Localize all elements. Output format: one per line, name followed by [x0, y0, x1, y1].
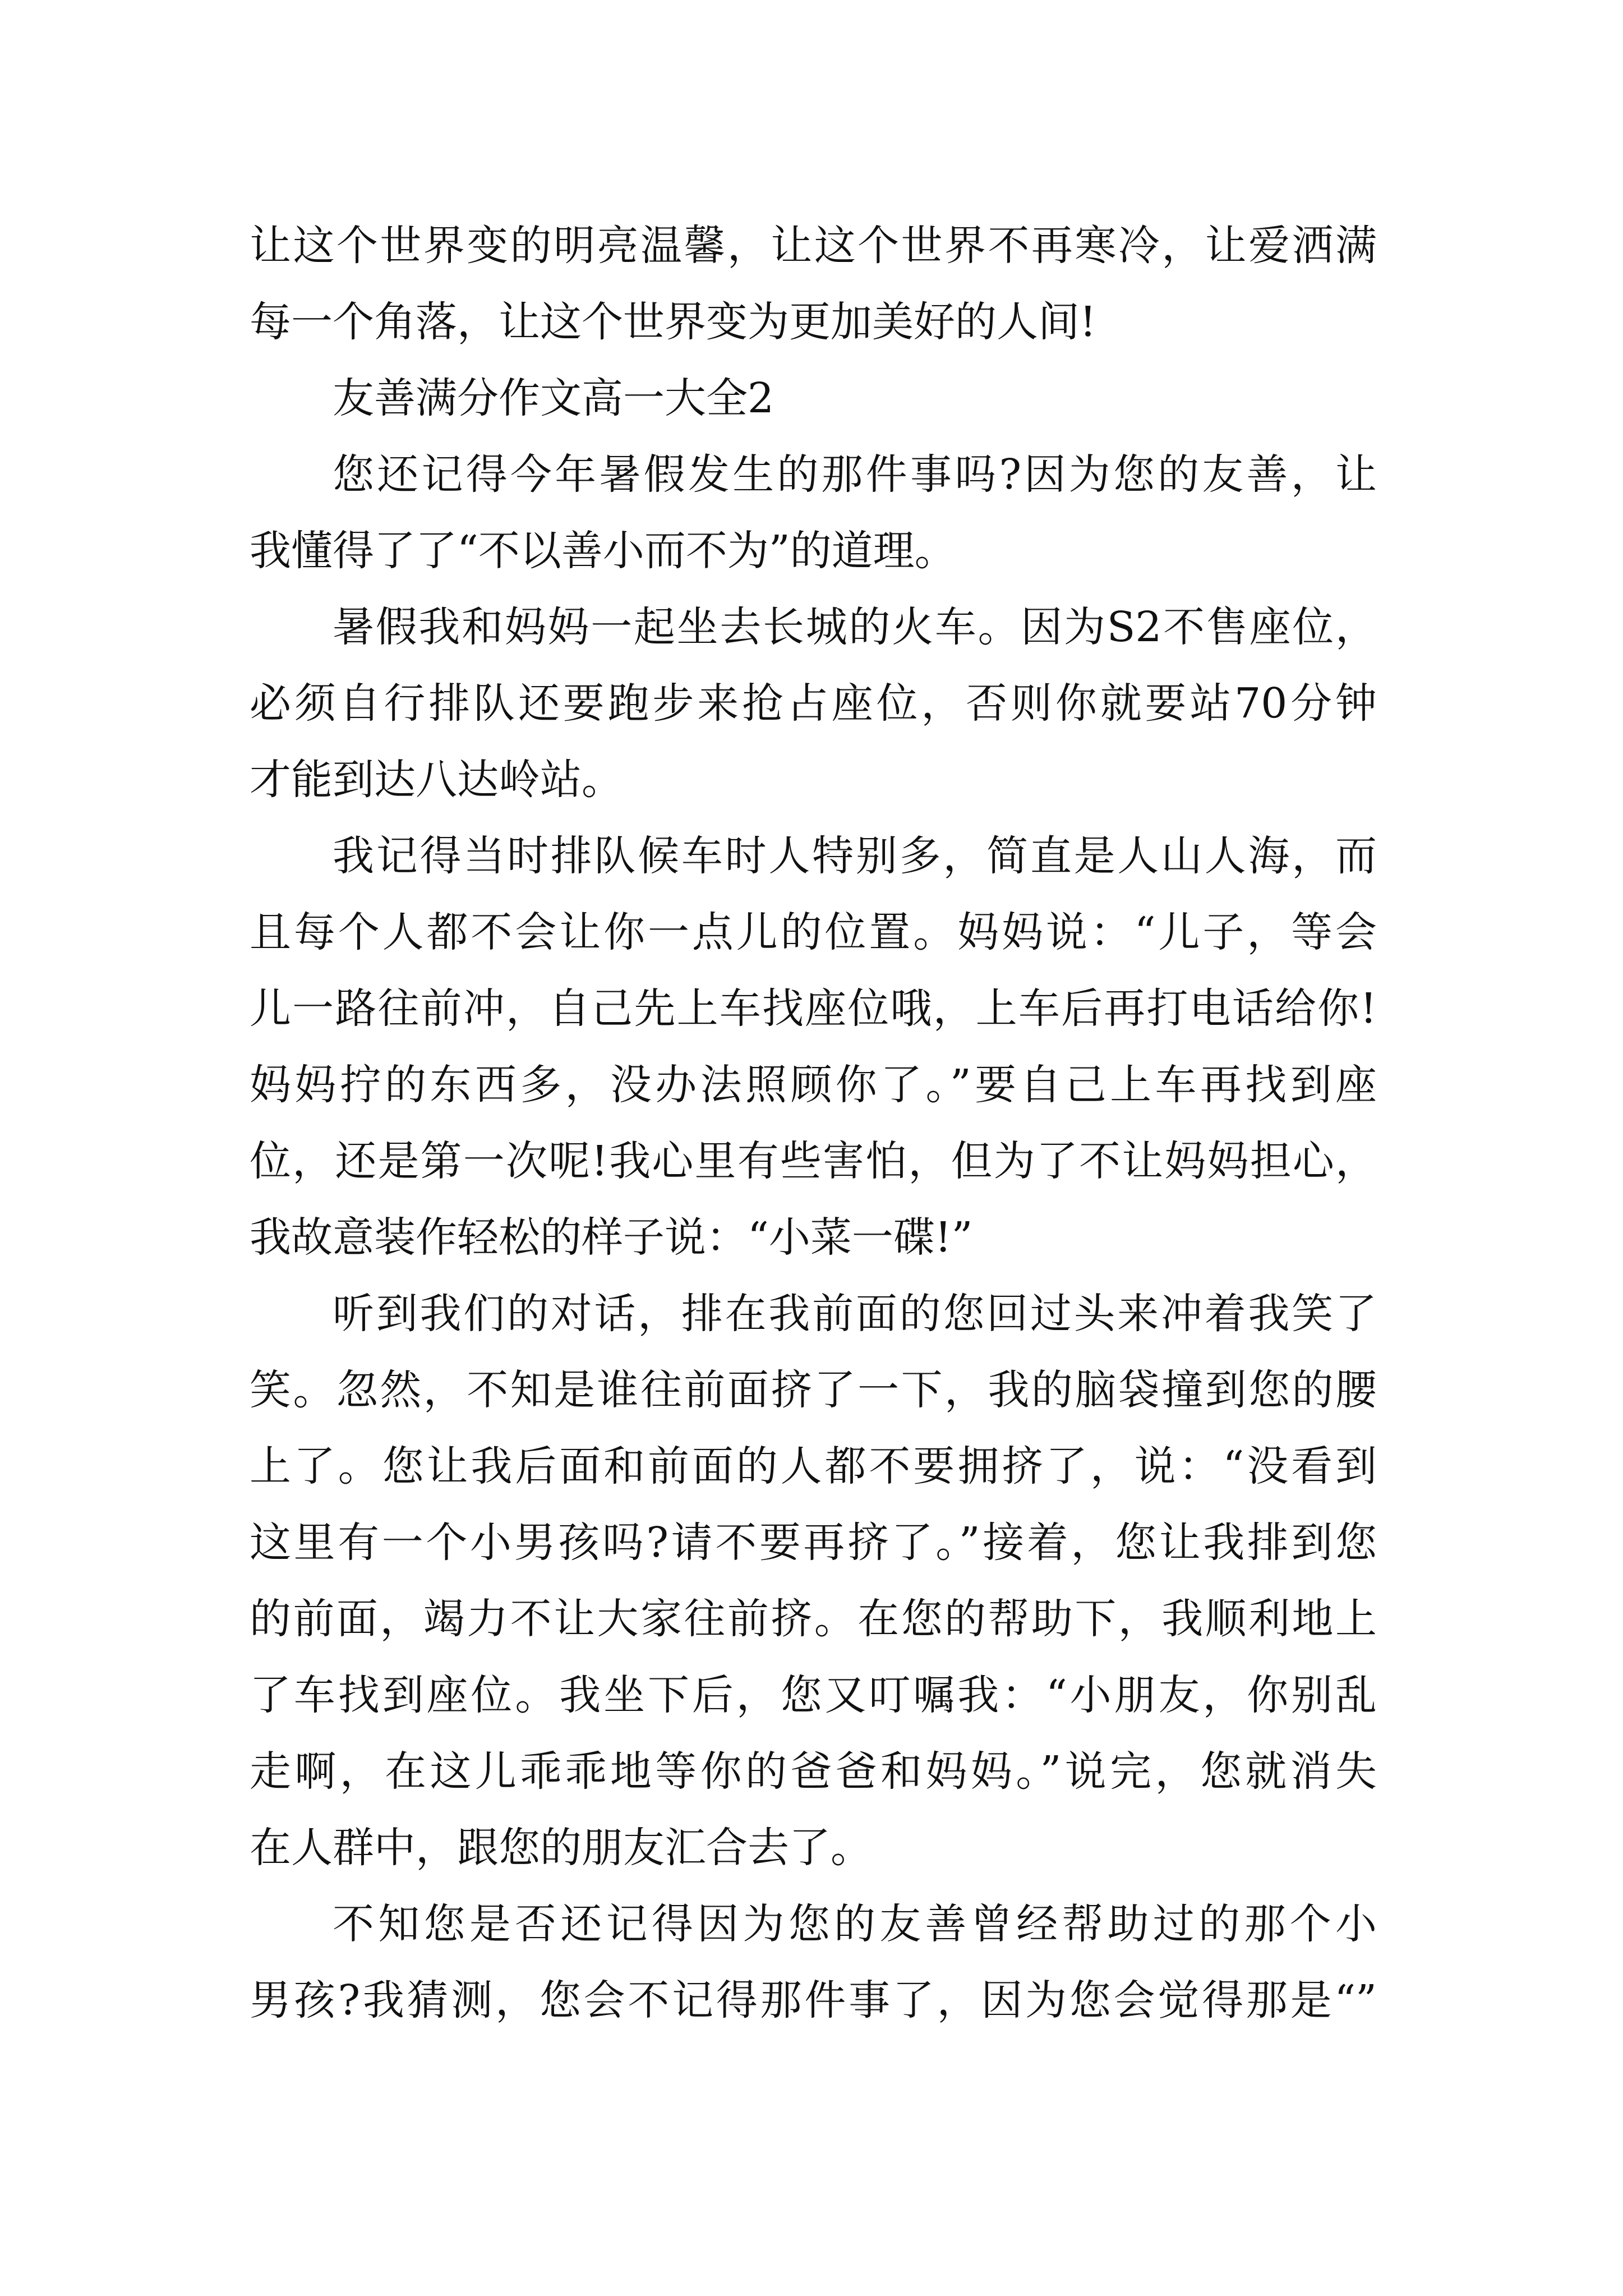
text-line: 儿一路往前冲，自己先上车找座位哦，上车后再打电话给你! [250, 984, 1377, 1033]
text-line: 笑。忽然，不知是谁往前面挤了一下，我的脑袋撞到您的腰 [250, 1366, 1377, 1414]
section-heading: 友善满分作文高一大全2 [333, 374, 774, 422]
text-line: 了车找到座位。我坐下后，您又叮嘱我：“小朋友，你别乱 [250, 1671, 1377, 1719]
text-line: 我故意装作轻松的样子说：“小菜一碟!” [250, 1213, 973, 1262]
text-line: 上了。您让我后面和前面的人都不要拥挤了，说：“没看到 [250, 1442, 1377, 1490]
text-line: 听到我们的对话，排在我前面的您回过头来冲着我笑了 [333, 1290, 1377, 1338]
text-line: 妈妈拧的东西多，没办法照顾你了。”要自己上车再找到座 [250, 1061, 1377, 1109]
essay-body [250, 208, 1377, 2039]
text-line: 在人群中，跟您的朋友汇合去了。 [250, 1824, 872, 1872]
text-line: 不知您是否还记得因为您的友善曾经帮助过的那个小 [333, 1900, 1377, 1948]
text-line: 必须自行排队还要跑步来抢占座位，否则你就要站70分钟 [250, 679, 1377, 728]
text-line: 暑假我和妈妈一起坐去长城的火车。因为S2不售座位， [333, 603, 1377, 651]
text-line: 才能到达八达岭站。 [250, 756, 623, 804]
text-line: 位，还是第一次呢!我心里有些害怕，但为了不让妈妈担心， [250, 1137, 1377, 1185]
text-line: 我懂得了了“不以善小而不为”的道理。 [250, 527, 956, 575]
text-line: 且每个人都不会让你一点儿的位置。妈妈说：“儿子，等会 [250, 908, 1377, 956]
text-line: 男孩?我猜测，您会不记得那件事了，因为您会觉得那是“” [250, 1976, 1377, 2024]
text-line: 的前面，竭力不让大家往前挤。在您的帮助下，我顺利地上 [250, 1595, 1377, 1643]
text-line: 我记得当时排队候车时人特别多，简直是人山人海，而 [333, 832, 1377, 880]
text-line: 您还记得今年暑假发生的那件事吗?因为您的友善，让 [333, 450, 1377, 499]
text-line: 走啊，在这儿乖乖地等你的爸爸和妈妈。”说完，您就消失 [250, 1747, 1377, 1796]
text-line: 每一个角落，让这个世界变为更加美好的人间! [250, 298, 1096, 346]
text-line: 让这个世界变的明亮温馨，让这个世界不再寒冷，让爱洒满 [250, 222, 1377, 270]
text-line: 这里有一个小男孩吗?请不要再挤了。”接着，您让我排到您 [250, 1519, 1377, 1567]
